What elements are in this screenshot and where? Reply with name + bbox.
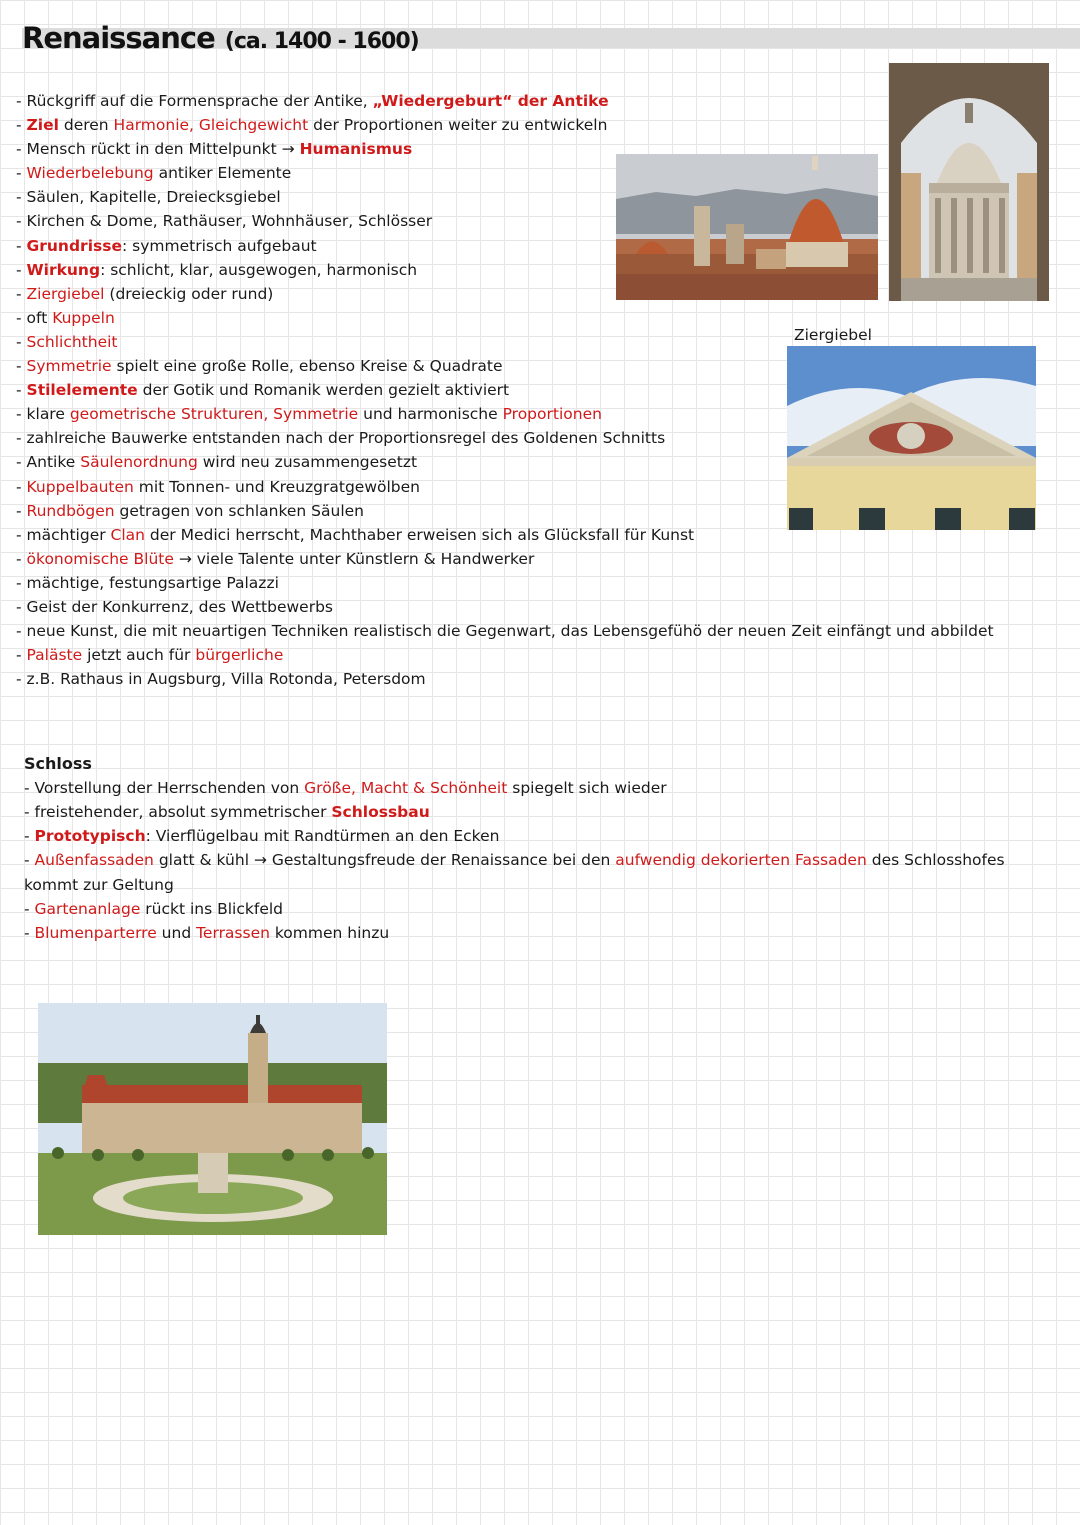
list-text: (dreieckig oder rund) bbox=[104, 284, 274, 303]
list-text: und bbox=[156, 924, 197, 943]
highlighted-term: Kuppeln bbox=[52, 308, 115, 327]
highlighted-term: Ziergiebel bbox=[26, 284, 105, 303]
highlighted-term: geometrische Strukturen, Symmetrie bbox=[69, 405, 359, 424]
list-text: klare bbox=[26, 405, 70, 424]
highlighted-term: Blumenparterre bbox=[34, 924, 157, 943]
list-item bbox=[24, 921, 1054, 945]
list-item bbox=[24, 848, 1054, 897]
list-item bbox=[24, 824, 1054, 848]
list-item bbox=[16, 571, 994, 595]
list-text: und harmonische bbox=[358, 405, 503, 424]
schloss-heading: Schloss bbox=[24, 754, 92, 773]
highlighted-term: Prototypisch bbox=[34, 827, 146, 846]
list-item bbox=[16, 595, 994, 619]
florence-cathedral-photo bbox=[616, 154, 878, 300]
highlighted-term: bürgerliche bbox=[195, 646, 284, 665]
ziergiebel-caption: Ziergiebel bbox=[794, 326, 872, 344]
title-main: Renaissance bbox=[22, 21, 215, 55]
list-text: der Gotik und Romanik werden gezielt aktiviert bbox=[137, 381, 510, 400]
highlighted-term: Proportionen bbox=[502, 405, 602, 424]
list-text: Geist der Konkurrenz, des Wettbewerbs bbox=[26, 597, 334, 616]
highlighted-term: Stilelemente bbox=[26, 381, 138, 400]
list-text: → viele Talente unter Künstlern & Handwerker bbox=[173, 549, 535, 568]
highlighted-term: Kuppelbauten bbox=[26, 477, 134, 496]
list-text: neue Kunst, die mit neuartigen Techniken realistisch die Gegenwart, das Lebensgefühö der neuen Zeit einfängt und abbildet bbox=[26, 622, 994, 641]
schloss-features-list bbox=[24, 776, 1054, 945]
list-text: oft bbox=[26, 308, 53, 327]
tempietto-photo bbox=[889, 63, 1049, 301]
list-item bbox=[16, 667, 994, 691]
list-text: der Medici herrscht, Machthaber erweisen sich als Glücksfall für Kunst bbox=[145, 525, 695, 544]
highlighted-term: Rundbögen bbox=[26, 501, 115, 520]
list-text: des Schlosshofes kommt zur Geltung bbox=[24, 851, 1005, 894]
highlighted-term: Terrassen bbox=[196, 924, 270, 943]
highlighted-term: Größe, Macht & Schönheit bbox=[304, 779, 508, 797]
highlighted-term: Schlichtheit bbox=[26, 332, 118, 351]
ziergiebel-photo bbox=[787, 346, 1036, 530]
list-text: z.B. Rathaus in Augsburg, Villa Rotonda, Petersdom bbox=[26, 670, 426, 689]
list-text: : symmetrisch aufgebaut bbox=[121, 236, 317, 255]
list-text: kommen hinzu bbox=[269, 924, 390, 943]
list-item bbox=[16, 619, 994, 643]
list-text: mit Tonnen- und Kreuzgratgewölben bbox=[133, 477, 420, 496]
page-title bbox=[22, 18, 419, 62]
list-text: Antike bbox=[26, 453, 81, 472]
list-text: deren bbox=[58, 116, 114, 135]
list-text: spiegelt sich wieder bbox=[507, 779, 667, 797]
highlighted-term: Außenfassaden bbox=[34, 851, 154, 870]
list-text: Mensch rückt in den Mittelpunkt → bbox=[26, 140, 300, 159]
highlighted-term: Clan bbox=[110, 525, 145, 544]
list-text: freistehender, absolut symmetrischer bbox=[34, 803, 332, 822]
highlighted-term: Säulenordnung bbox=[80, 453, 198, 472]
list-text: mächtiger bbox=[26, 525, 111, 544]
highlighted-term: Gartenanlage bbox=[34, 900, 141, 919]
list-text: Kirchen & Dome, Rathäuser, Wohnhäuser, Schlösser bbox=[26, 212, 433, 231]
highlighted-term: ökonomische Blüte bbox=[26, 549, 174, 568]
list-text: getragen von schlanken Säulen bbox=[114, 501, 364, 520]
list-text: : schlicht, klar, ausgewogen, harmonisch bbox=[100, 260, 418, 279]
schloss-garden-photo bbox=[38, 1003, 387, 1235]
list-text: glatt & kühl → Gestaltungsfreude der Renaissance bei den bbox=[153, 851, 616, 870]
highlighted-term: „Wiedergeburt“ der Antike bbox=[372, 92, 609, 110]
list-text: der Proportionen weiter zu entwickeln bbox=[308, 116, 608, 135]
highlighted-term: Wirkung bbox=[26, 260, 101, 279]
list-text: : Vierflügelbau mit Randtürmen an den Ecken bbox=[145, 827, 500, 846]
highlighted-term: Schlossbau bbox=[331, 803, 430, 822]
list-item bbox=[24, 800, 1054, 824]
list-text: antiker Elemente bbox=[153, 164, 292, 183]
list-item bbox=[16, 113, 994, 137]
highlighted-term: Grundrisse bbox=[26, 236, 122, 255]
highlighted-term: Wiederbelebung bbox=[26, 164, 154, 183]
highlighted-term: Humanismus bbox=[299, 140, 413, 159]
highlighted-term: Ziel bbox=[26, 116, 59, 135]
highlighted-term: Harmonie, Gleichgewicht bbox=[113, 116, 309, 135]
list-item bbox=[24, 776, 1054, 800]
title-range: (ca. 1400 - 1600) bbox=[224, 29, 419, 54]
list-text: rückt ins Blickfeld bbox=[140, 900, 284, 919]
list-text: Vorstellung der Herrschenden von bbox=[34, 779, 305, 797]
list-item bbox=[16, 643, 994, 667]
list-text: Rückgriff auf die Formensprache der Antike, bbox=[26, 92, 373, 110]
list-text: mächtige, festungsartige Palazzi bbox=[26, 573, 279, 592]
list-text: spielt eine große Rolle, ebenso Kreise & Quadrate bbox=[111, 357, 503, 376]
list-item bbox=[24, 897, 1054, 921]
list-item bbox=[16, 89, 994, 113]
list-text: jetzt auch für bbox=[82, 646, 196, 665]
list-text: wird neu zusammengesetzt bbox=[197, 453, 418, 472]
list-item bbox=[16, 547, 994, 571]
highlighted-term: Paläste bbox=[26, 646, 83, 665]
highlighted-term: Symmetrie bbox=[26, 357, 112, 376]
list-text: zahlreiche Bauwerke entstanden nach der Proportionsregel des Goldenen Schnitts bbox=[26, 429, 666, 448]
highlighted-term: aufwendig dekorierten Fassaden bbox=[615, 851, 867, 870]
list-text: Säulen, Kapitelle, Dreiecksgiebel bbox=[26, 188, 281, 207]
